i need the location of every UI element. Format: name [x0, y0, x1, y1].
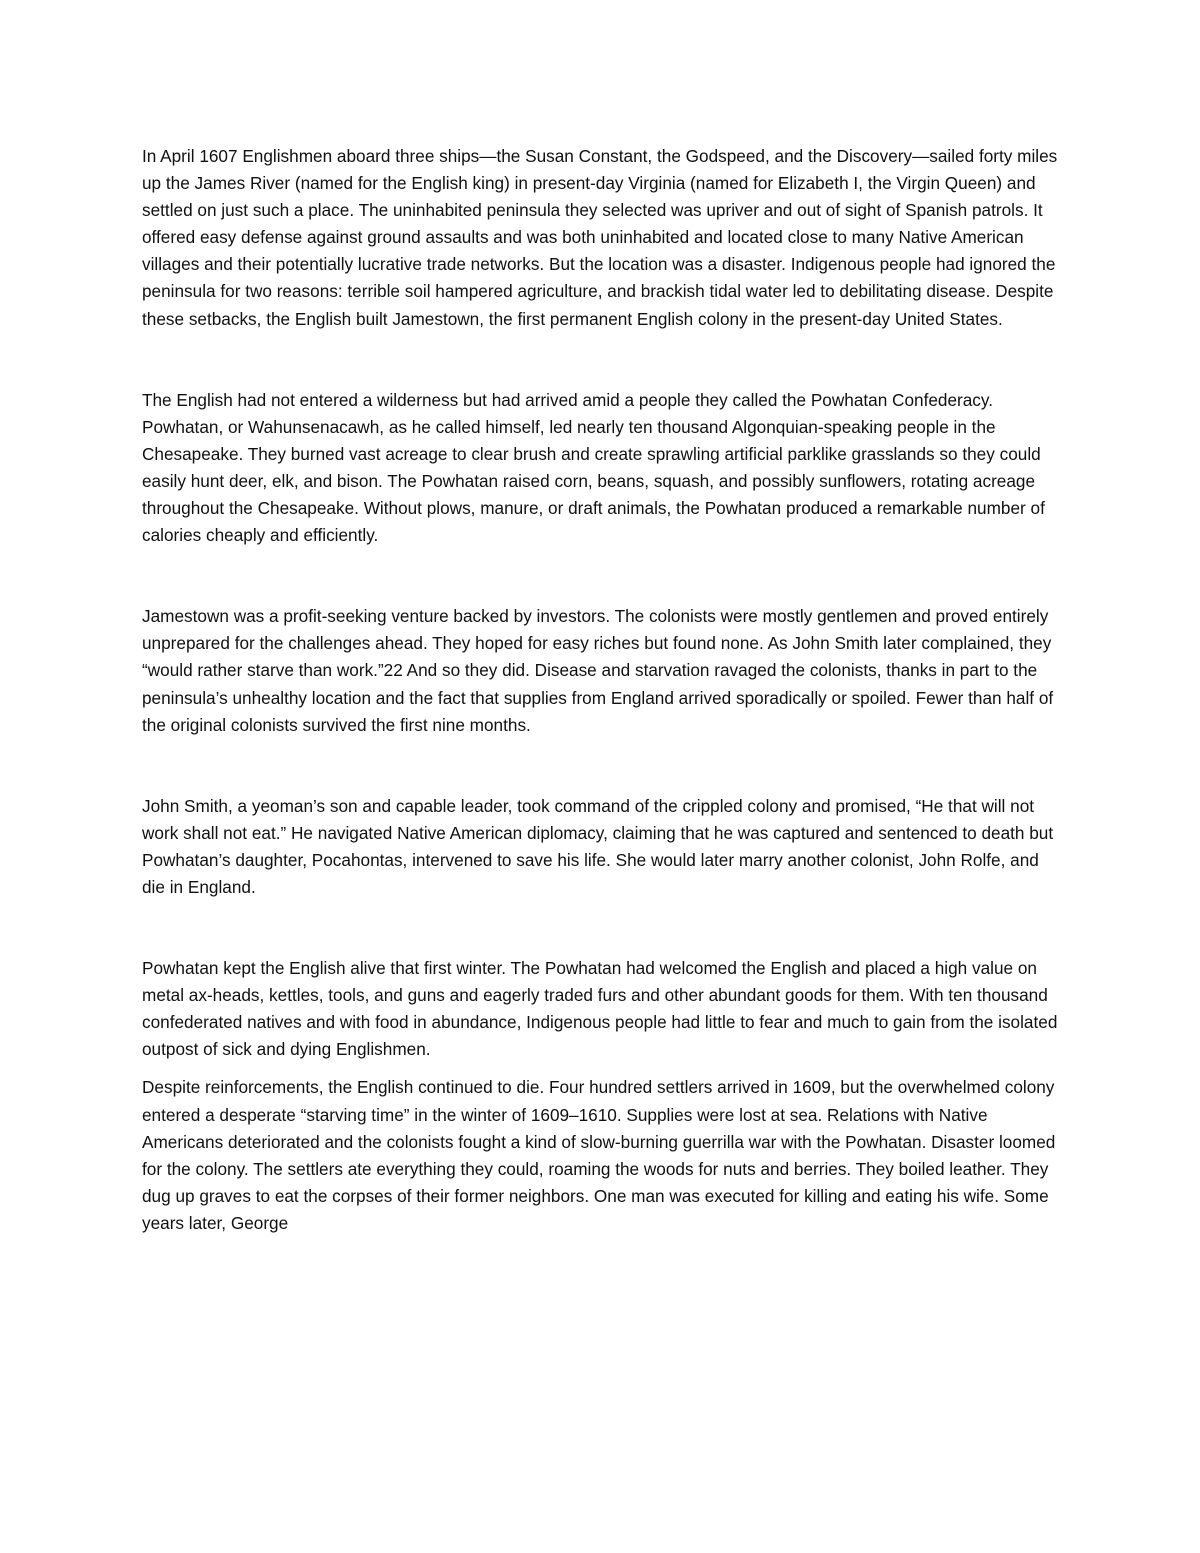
- paragraph-profit-venture: Jamestown was a profit-seeking venture backed by investors. The colonists were mostly gentlemen and proved entirely unprepared for the challenges ahead. They hoped for easy riches but found none. As John Smith later complained, they “would rather starve than work.”22 And so they did. Disease and starvation ravaged the colonists, thanks in part to the peninsula’s unhealthy location and the fact that supplies from England arrived sporadically or spoiled. Fewer than half of the original colonists survived the first nine months.: [142, 606, 1054, 735]
- paragraph-first-winter: Powhatan kept the English alive that first winter. The Powhatan had welcomed the English and placed a high value on metal ax-heads, kettles, tools, and guns and eagerly traded furs and other abundant goods for them. With ten thousand confederated natives and with food in abundance, Indigenous people had little to fear and much to gain from the isolated outpost of sick and dying Englishmen.: [142, 958, 1058, 1060]
- paragraph-powhatan-confederacy: The English had not entered a wilderness but had arrived amid a people they called the Powhatan Confederacy. Powhatan, or Wahunsenacawh, as he called himself, led nearly ten thousand Algonquian-speaking people in the Chesapeake. They burned vast acreage to clear brush and create sprawling artificial parklike grasslands so they could easily hunt deer, elk, and bison. The Powhatan raised corn, beans, squash, and possibly sunflowers, rotating acreage throughout the Chesapeake. Without plows, manure, or draft animals, the Powhatan produced a remarkable number of calories cheaply and efficiently.: [142, 389, 1045, 546]
- paragraph-john-smith: John Smith, a yeoman’s son and capable leader, took command of the crippled colony and promised, “He that will not work shall not eat.” He navigated Native American diplomacy, claiming that he was captured and sentenced to death but Powhatan’s daughter, Pocahontas, intervened to save his life. She would later marry another colonist, John Rolfe, and die in England.: [142, 795, 1054, 897]
- document-body: [142, 143, 1060, 1237]
- paragraph-jamestown-founding: In April 1607 Englishmen aboard three ships—the Susan Constant, the Godspeed, and the Discovery—sailed forty miles up the James River (named for the English king) in present-day Virginia (named for Elizabeth I, the Virgin Queen) and settled on just such a place. The uninhabited peninsula they selected was upriver and out of sight of Spanish patrols. It offered easy defense against ground assaults and was both uninhabited and located close to many Native American villages and their potentially lucrative trade networks. But the location was a disaster. Indigenous people had ignored the peninsula for two reasons: terrible soil hampered agriculture, and brackish tidal water led to debilitating disease. Despite these setbacks, the English built Jamestown, the first permanent English colony in the present-day United States.: [142, 146, 1058, 329]
- paragraph-starving-time: Despite reinforcements, the English continued to die. Four hundred settlers arrived in 1609, but the overwhelmed colony entered a desperate “starving time” in the winter of 1609–1610. Supplies were lost at sea. Relations with Native Americans deteriorated and the colonists fought a kind of slow-burning guerrilla war with the Powhatan. Disaster loomed for the colony. The settlers ate everything they could, roaming the woods for nuts and berries. They boiled leather. They dug up graves to eat the corpses of their former neighbors. One man was executed for killing and eating his wife. Some years later, George: [142, 1077, 1056, 1233]
